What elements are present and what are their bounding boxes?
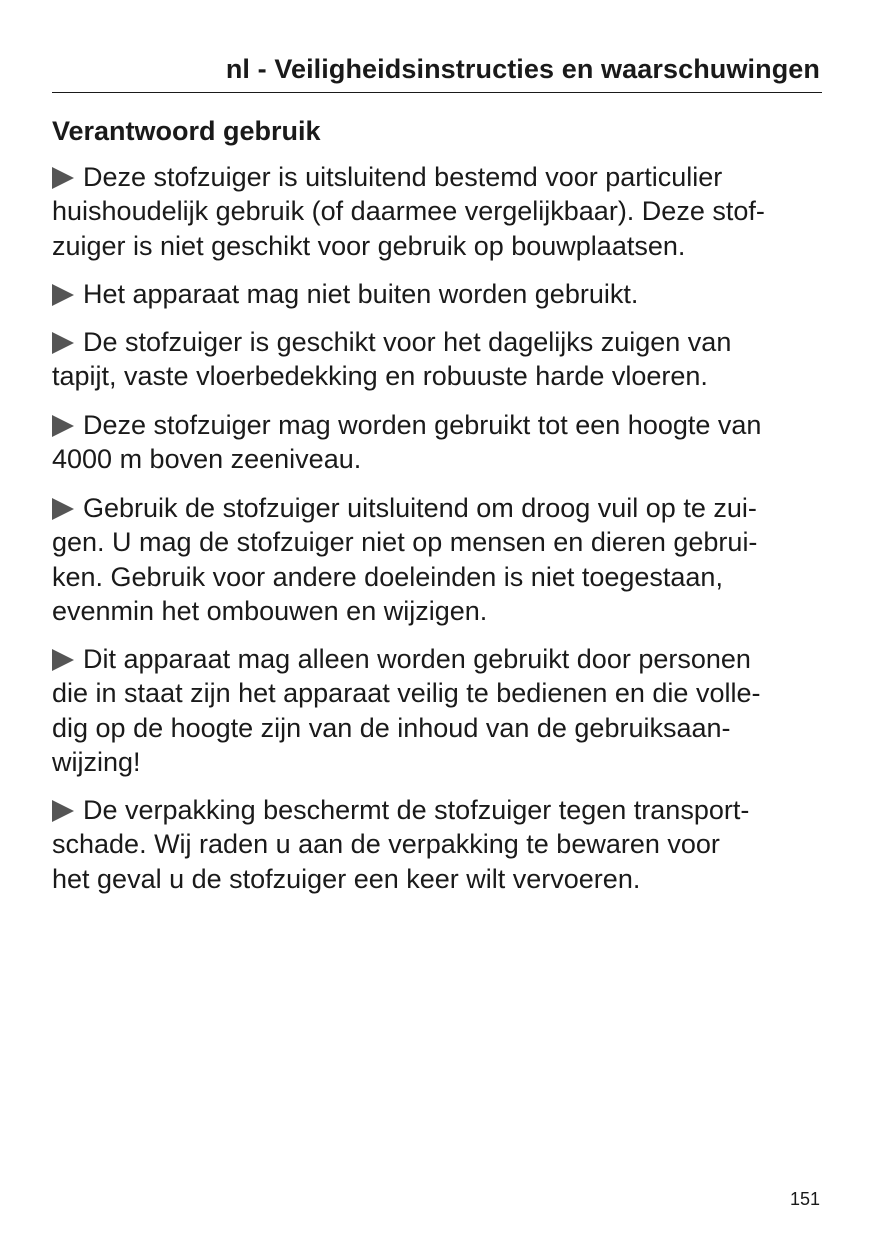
paragraph-line: 4000 m boven zeeniveau. xyxy=(52,444,362,475)
instruction-paragraph xyxy=(52,277,638,311)
paragraph-line: Deze stofzuiger mag worden gebruikt tot een hoogte van xyxy=(83,410,762,440)
paragraph-line: evenmin het ombouwen en wijzigen. xyxy=(52,596,488,627)
triangle-right-icon xyxy=(52,649,74,671)
paragraph-line: ken. Gebruik voor andere doeleinden is niet toegestaan, xyxy=(52,561,723,592)
paragraph-line: Deze stofzuiger is uitsluitend bestemd voor particulier xyxy=(83,162,723,192)
instruction-paragraph xyxy=(52,793,749,896)
instruction-paragraph xyxy=(52,160,765,263)
paragraph-line: De stofzuiger is geschikt voor het dagelijks zuigen van xyxy=(83,327,732,357)
page-number: 151 xyxy=(789,1189,820,1209)
triangle-right-icon xyxy=(52,415,74,437)
instruction-paragraph xyxy=(52,325,731,394)
paragraph-line: Dit apparaat mag alleen worden gebruikt door personen xyxy=(83,644,751,674)
paragraph-line: Gebruik de stofzuiger uitsluitend om droog vuil op te zui- xyxy=(83,493,757,523)
paragraph-line: schade. Wij raden u aan de verpakking te bewaren voor xyxy=(52,829,720,860)
section-heading: Verantwoord gebruik xyxy=(52,116,321,146)
paragraph-line: die in staat zijn het apparaat veilig te bedienen en die volle- xyxy=(52,678,761,709)
triangle-right-icon xyxy=(52,284,74,306)
paragraph-line: gen. U mag de stofzuiger niet op mensen en dieren gebrui- xyxy=(52,527,758,558)
page-header-title: nl - Veiligheidsinstructies en waarschuwingen xyxy=(225,54,820,84)
paragraph-line: wijzing! xyxy=(52,747,141,778)
triangle-right-icon xyxy=(52,167,74,189)
paragraph-line: het geval u de stofzuiger een keer wilt vervoeren. xyxy=(52,863,641,894)
paragraph-line: huishoudelijk gebruik (of daarmee vergelijkbaar). Deze stof- xyxy=(52,196,765,227)
instruction-paragraph xyxy=(52,642,760,780)
paragraph-line: De verpakking beschermt de stofzuiger tegen transport- xyxy=(83,795,750,825)
paragraph-line: tapijt, vaste vloerbedekking en robuuste harde vloeren. xyxy=(52,361,708,392)
paragraph-line: Het apparaat mag niet buiten worden gebruikt. xyxy=(83,279,639,309)
paragraph-line: dig op de hoogte zijn van de inhoud van de gebruiksaan- xyxy=(52,712,731,743)
triangle-right-icon xyxy=(52,498,74,520)
paragraph-line: zuiger is niet geschikt voor gebruik op bouwplaatsen. xyxy=(52,230,686,261)
instruction-paragraph xyxy=(52,491,757,629)
triangle-right-icon xyxy=(52,332,74,354)
header-divider xyxy=(52,92,822,93)
triangle-right-icon xyxy=(52,800,74,822)
instruction-paragraph xyxy=(52,408,761,477)
